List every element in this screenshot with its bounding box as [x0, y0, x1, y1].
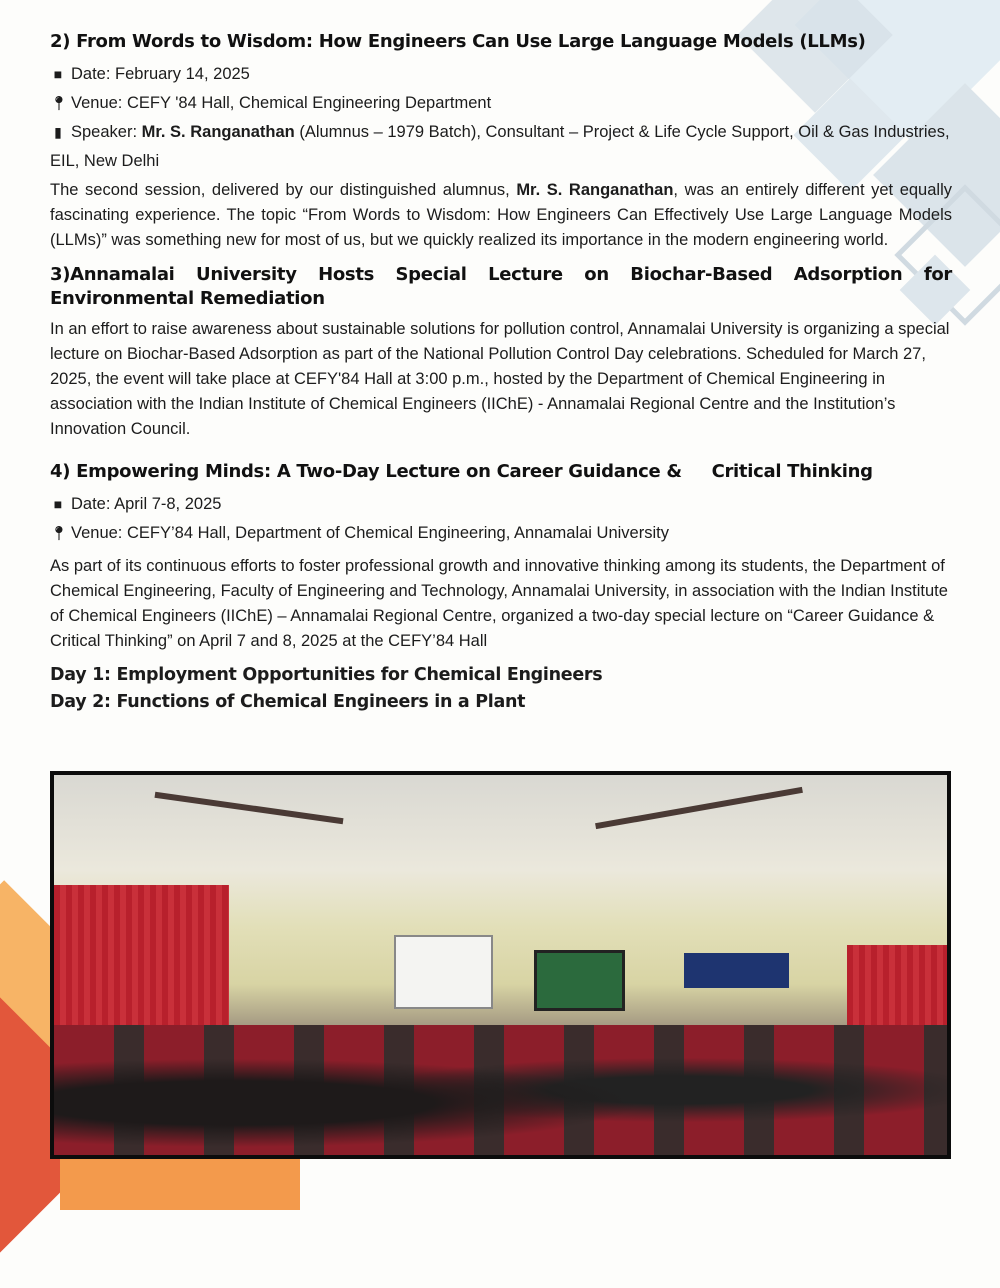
section3-title: 3)Annamalai University Hosts Special Lecture on Biochar-Based Adsorption for Environmental Remediation: [50, 264, 952, 309]
section4-date: ■ Date: April 7-8, 2025: [50, 490, 952, 519]
decor-orange-bottom: [60, 1150, 300, 1210]
notice-board: [684, 953, 789, 988]
audience: [54, 1025, 947, 1155]
section2-speaker: ▮ Speaker: Mr. S. Ranganathan (Alumnus – 1979 Batch), Consultant – Project & Life Cycle Support, Oil & Gas Industries, EIL, New Delhi: [50, 118, 952, 176]
section2-date: ■ Date: February 14, 2025: [50, 60, 952, 89]
section2-body: The second session, delivered by our distinguished alumnus, Mr. S. Ranganathan, was an entirely different yet equally fascinating experience. The topic “From Words to Wisdom: How Engineers Can Effectively Use Large Language Models (LLMs)” was something new for most of us, but we quickly realized its importance in the modern engineering world.: [50, 181, 952, 249]
newsletter-content: [50, 30, 952, 716]
lecture-hall-photo: [50, 771, 951, 1159]
day2-heading: Day 2: Functions of Chemical Engineers in a Plant: [50, 692, 526, 712]
section2-title: 2) From Words to Wisdom: How Engineers Can Use Large Language Models (LLMs): [50, 31, 866, 52]
screen-display: [534, 950, 625, 1011]
section2-venue: 📍︎ Venue: CEFY '84 Hall, Chemical Engineering Department: [50, 89, 952, 118]
speaker-icon: ▮: [54, 124, 62, 140]
section4-body: As part of its continuous efforts to foster professional growth and innovative thinking among its students, the Department of Chemical Engineering, Faculty of Engineering and Technology, Annamalai University, in association with the Indian Institute of Chemical Engineers (IIChE) – Annamalai Regional Centre, organized a two-day special lecture on “Career Guidance & Critical Thinking” on April 7 and 8, 2025 at the CEFY’84 Hall: [50, 557, 948, 650]
section4-venue: 📍︎ Venue: CEFY’84 Hall, Department of Chemical Engineering, Annamalai University: [50, 519, 952, 548]
ceiling-fan: [155, 792, 344, 824]
whiteboard: [394, 935, 493, 1009]
ceiling-fan: [595, 787, 803, 829]
pin-icon: 📍︎: [50, 95, 68, 111]
section4-title: 4) Empowering Minds: A Two-Day Lecture on Career Guidance & Critical Thinking: [50, 461, 873, 482]
calendar-icon: ■: [53, 496, 63, 512]
pin-icon: 📍︎: [50, 525, 68, 541]
day1-heading: Day 1: Employment Opportunities for Chemical Engineers: [50, 665, 603, 685]
section3-body: In an effort to raise awareness about sustainable solutions for pollution control, Annamalai University is organizing a special lecture on Biochar-Based Adsorption as part of the National Pollution Control Day celebrations. Scheduled for March 27, 2025, the event will take place at CEFY'84 Hall at 3:00 p.m., hosted by the Department of Chemical Engineering in association with the Indian Institute of Chemical Engineers (IIChE) - Annamalai Regional Centre and the Institution’s Innovation Council.: [50, 320, 950, 438]
calendar-icon: ■: [53, 66, 63, 82]
